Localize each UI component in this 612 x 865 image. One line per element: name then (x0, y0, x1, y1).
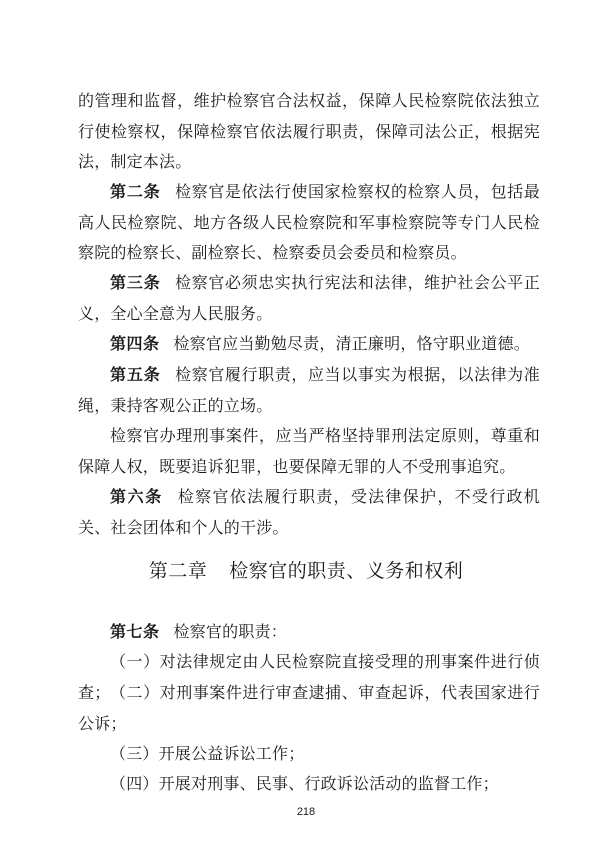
paragraph-continuation (78, 86, 540, 178)
article-text: 检察官履行职责，应当以事实为根据，以法律为准绳，秉持客观公正的立场。 (78, 365, 540, 415)
chapter-number: 第二章 (148, 560, 208, 582)
list-item: （四）开展对刑事、民事、行政诉讼活动的监督工作； (110, 774, 499, 793)
page-number: 218 (296, 806, 316, 818)
paragraph-text: 的管理和监督，维护检察官合法权益，保障人民检察院依法独立行使检察权，保障检察官依法履行职责，保障司法公正，根据宪法，制定本法。 (78, 91, 540, 171)
article-label: 第五条 (110, 365, 161, 384)
article-5-paragraph-2 (78, 421, 540, 482)
list-item: （三）开展公益诉讼工作； (110, 744, 305, 763)
chapter-heading (0, 556, 612, 586)
article-text: 检察官应当勤勉尽责，清正廉明，恪守职业道德。 (173, 334, 530, 353)
list-item: （二）对刑事案件进行审查逮捕、审查起诉，代表国家进行公诉； (78, 683, 540, 733)
article-7-item-2 (78, 678, 540, 739)
article-text: 检察官依法履行职责，受法律保护，不受行政机关、社会团体和个人的干涉。 (78, 487, 540, 537)
article-7-item-4 (78, 769, 540, 800)
article-label: 第七条 (110, 622, 160, 641)
article-2 (78, 177, 540, 269)
article-text: 检察官必须忠实执行宪法和法律，维护社会公平正义，全心全意为人民服务。 (78, 273, 540, 323)
paragraph-text: 检察官办理刑事案件，应当严格坚持罪刑法定原则，尊重和保障人权，既要追诉犯罪，也要保障无罪的人不受刑事追究。 (78, 426, 540, 476)
article-5 (78, 360, 540, 421)
article-4 (78, 329, 540, 360)
article-text: 检察官是依法行使国家检察权的检察人员，包括最高人民检察院、地方各级人民检察院和军事检察院等专门人民检察院的检察长、副检察长、检察委员会委员和检察员。 (78, 182, 540, 262)
chapter-title: 检察官的职责、义务和权利 (229, 560, 464, 582)
article-3 (78, 268, 540, 329)
article-text: 检察官的职责： (173, 622, 287, 641)
article-label: 第六条 (110, 487, 163, 506)
article-6 (78, 482, 540, 543)
article-label: 第四条 (110, 334, 160, 353)
article-7 (78, 617, 540, 648)
list-item: （一）对法律规定由人民检察院直接受理的刑事案件进行侦查； (78, 652, 540, 702)
article-7-item-3 (78, 739, 540, 770)
article-label: 第二条 (110, 182, 161, 201)
article-label: 第三条 (110, 273, 161, 292)
